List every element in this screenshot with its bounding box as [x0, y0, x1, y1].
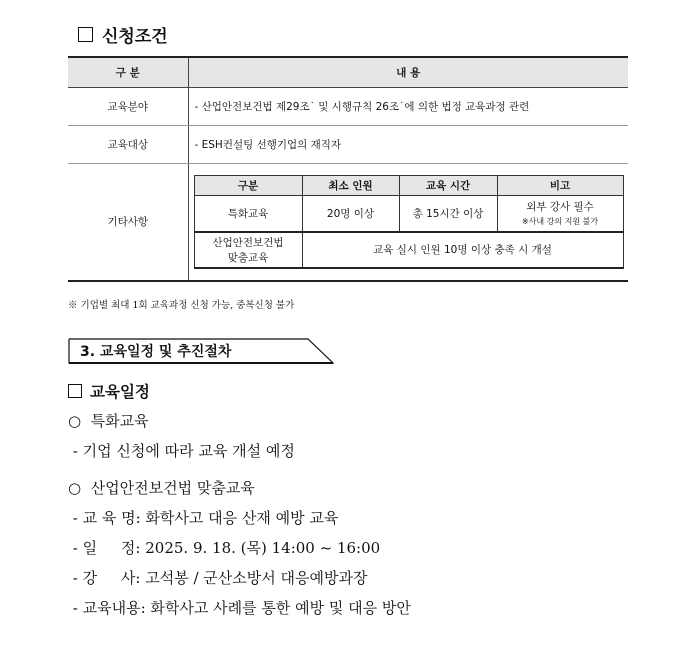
schedule-item-2-title: ○ 산업안전보건법 맞춤교육 — [68, 479, 255, 497]
square-bullet-icon — [68, 384, 82, 398]
sub-cell-note — [497, 196, 623, 232]
sub-header: 비고 — [497, 176, 623, 196]
sub-header: 최소 인원 — [302, 176, 399, 196]
sub-cell-type: 특화교육 — [194, 196, 302, 232]
table-row — [68, 125, 628, 163]
sub-header: 교육 시간 — [399, 176, 497, 196]
row-label: 기타사항 — [68, 163, 188, 281]
header-category: 구 분 — [68, 57, 188, 87]
schedule-date-line: - 일 정: 2025. 9. 18. (목) 14:00 ~ 16:00 — [68, 539, 381, 557]
conditions-table — [68, 56, 628, 282]
row-content: - ESH컨설팅 선행기업의 재직자 — [188, 125, 628, 163]
row-content: - 산업안전보건법 제29조˙ 및 시행규칙 26조˙에 의한 법정 교육과정 관련 — [188, 87, 628, 125]
sub-cell-type-line1: 산업안전보건법 — [212, 236, 284, 249]
section-banner-3-text: 3. 교육일정 및 추진절차 — [80, 344, 232, 360]
row-content — [188, 163, 628, 281]
schedule-lecturer-line: - 강 사: 고석봉 / 군산소방서 대응예방과장 — [68, 569, 368, 587]
sub-cell-time: 총 15시간 이상 — [399, 196, 497, 232]
subtable-row — [194, 232, 623, 268]
sub-cell-note-small: ※사내 강의 지원 불가 — [521, 217, 599, 227]
section-heading-apply — [78, 22, 168, 47]
conditions-table-header — [68, 57, 628, 87]
table-row — [68, 87, 628, 125]
sub-header: 구분 — [194, 176, 302, 196]
sub-cell-merged: 교육 실시 인원 10명 이상 충족 시 개설 — [302, 232, 623, 268]
row-label: 교육분야 — [68, 87, 188, 125]
subtable-row — [194, 196, 623, 232]
schedule-heading — [68, 380, 150, 402]
sub-cell-note-main: 외부 강사 필수 — [526, 201, 594, 214]
schedule-item-1-title: ○ 특화교육 — [68, 412, 149, 430]
square-bullet-icon — [78, 27, 93, 42]
row-label: 교육대상 — [68, 125, 188, 163]
sub-cell-type — [194, 232, 302, 268]
sub-cell-type-line2: 맞춤교육 — [227, 251, 269, 264]
section-heading-apply-text: 신청조건 — [102, 27, 168, 47]
schedule-heading-text: 교육일정 — [90, 382, 150, 401]
header-content: 내 용 — [188, 57, 628, 87]
footnote: ※ 기업별 최대 1회 교육과정 신청 가능, 중복신청 불가 — [68, 300, 295, 311]
subtable-header — [194, 176, 623, 196]
table-row — [68, 163, 628, 281]
schedule-content-line: - 교육내용: 화학사고 사례를 통한 예방 및 대응 방안 — [68, 599, 411, 617]
section-banner-3 — [68, 338, 334, 364]
etc-subtable — [194, 175, 624, 269]
sub-cell-min: 20명 이상 — [302, 196, 399, 232]
schedule-item-1-desc: - 기업 신청에 따라 교육 개설 예정 — [68, 442, 295, 460]
schedule-name-line: - 교 육 명: 화학사고 대응 산재 예방 교육 — [68, 509, 339, 527]
